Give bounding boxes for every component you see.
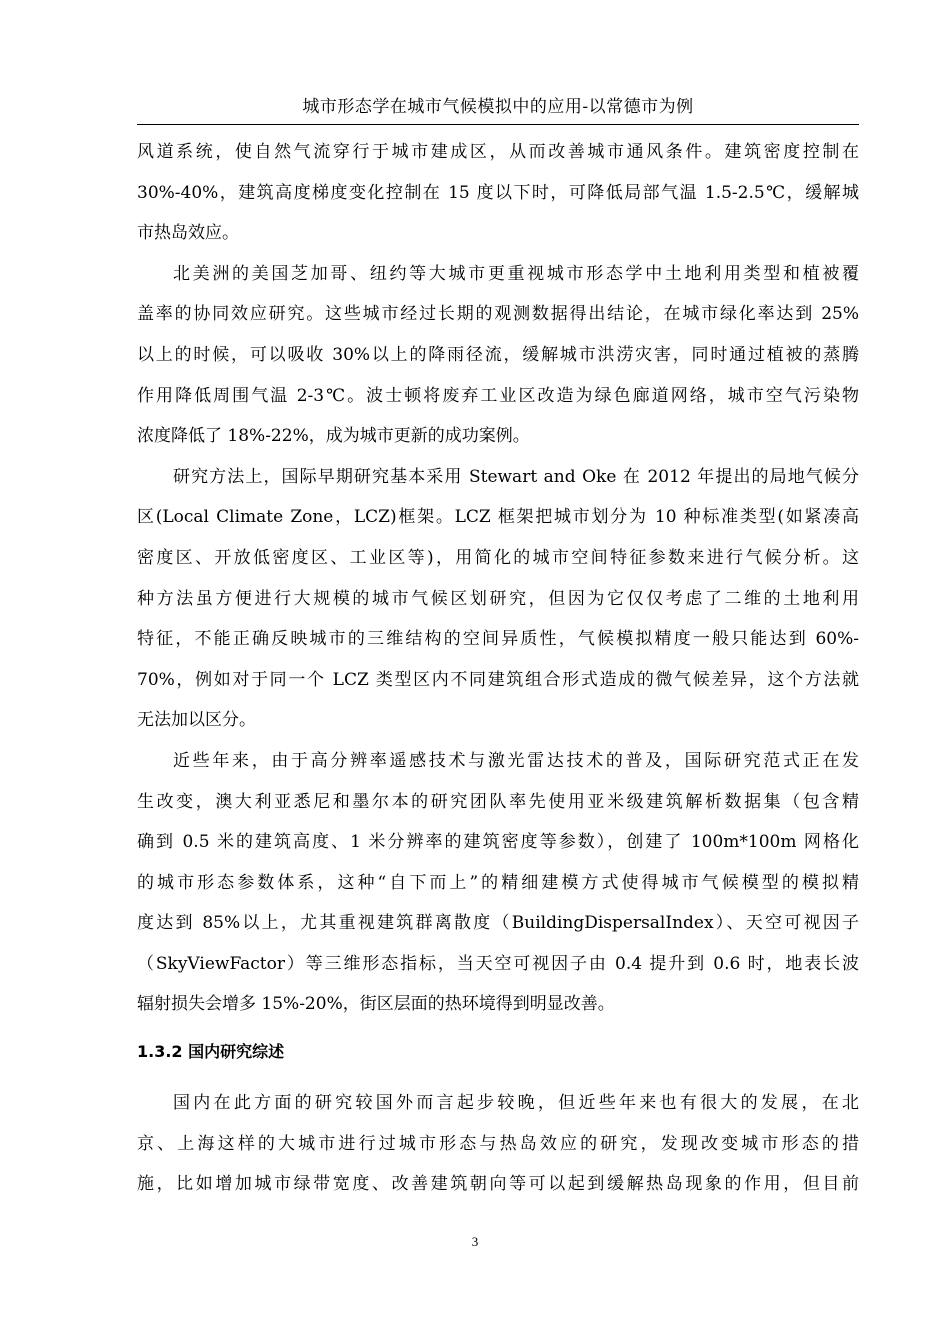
text-line: 无法加以区分。	[137, 710, 256, 731]
text-line: 市热岛效应。	[137, 223, 239, 244]
text-line: 近些年来，由于高分辨率遥感技术与激光雷达技术的普及，国际研究范式正在发	[173, 750, 859, 771]
header-divider	[137, 124, 859, 125]
text-line: 浓度降低了 18%-22%，成为城市更新的成功案例。	[137, 426, 530, 447]
text-line: 密度区、开放低密度区、工业区等)，用简化的城市空间特征参数来进行气候分析。这	[137, 547, 859, 568]
text-line: 70%，例如对于同一个 LCZ 类型区内不同建筑组合形式造成的微气候差异，这个方法就	[137, 669, 859, 690]
paragraph	[137, 254, 859, 457]
text-line: 京、上海这样的大城市进行过城市形态与热岛效应的研究，发现改变城市形态的措	[137, 1133, 859, 1154]
text-line: 度达到 85%以上，尤其重视建筑群离散度（BuildingDispersalIndex）、天空可视因子	[137, 913, 859, 934]
paragraph	[137, 741, 859, 1025]
paragraph	[137, 132, 859, 254]
text-line: 区(Local Climate Zone，LCZ)框架。LCZ 框架把城市划分为 10 种标准类型(如紧凑高	[137, 507, 859, 528]
body-text	[137, 132, 859, 1205]
text-line: 北美洲的美国芝加哥、纽约等大城市更重视城市形态学中土地利用类型和植被覆	[173, 263, 859, 284]
text-line: 作用降低周围气温 2-3℃。波士顿将废弃工业区改造为绿色廊道网络，城市空气污染物	[137, 385, 859, 406]
text-line: 盖率的协同效应研究。这些城市经过长期的观测数据得出结论，在城市绿化率达到 25%	[137, 304, 859, 325]
text-line: 特征，不能正确反映城市的三维结构的空间异质性，气候模拟精度一般只能达到 60%-	[137, 629, 859, 650]
text-line: 的城市形态参数体系，这种“自下而上”的精细建模方式使得城市气候模型的模拟精	[137, 872, 859, 893]
text-line: 种方法虽方便进行大规模的城市气候区划研究，但因为它仅仅考虑了二维的土地利用	[137, 588, 859, 609]
running-header: 城市形态学在城市气候模拟中的应用-以常德市为例	[302, 97, 694, 117]
text-line: 施，比如增加城市绿带宽度、改善建筑朝向等可以起到缓解热岛现象的作用，但目前	[137, 1174, 859, 1195]
text-line: 辐射损失会增多 15%-20%，街区层面的热环境得到明显改善。	[137, 994, 615, 1015]
text-line: 生改变，澳大利亚悉尼和墨尔本的研究团队率先使用亚米级建筑解析数据集（包含精	[137, 791, 859, 812]
text-line: 确到 0.5 米的建筑高度、1 米分辨率的建筑密度等参数），创建了 100m*100m 网格化	[137, 832, 859, 853]
text-line: 30%-40%，建筑高度梯度变化控制在 15 度以下时，可降低局部气温 1.5-2.5℃，缓解城	[137, 182, 859, 203]
text-line: 国内在此方面的研究较国外而言起步较晚，但近些年来也有很大的发展，在北	[173, 1093, 859, 1114]
text-line: 以上的时候，可以吸收 30%以上的降雨径流，缓解城市洪涝灾害，同时通过植被的蒸腾	[137, 344, 859, 365]
page-number: 3	[471, 1234, 479, 1249]
paragraph	[137, 1083, 859, 1205]
text-line: （SkyViewFactor）等三维形态指标，当天空可视因子由 0.4 提升到 0.6 时，地表长波	[137, 953, 859, 974]
paragraph	[137, 457, 859, 741]
text-line: 风道系统，使自然气流穿行于城市建成区，从而改善城市通风条件。建筑密度控制在	[137, 142, 859, 162]
section-heading: 1.3.2 国内研究综述	[137, 1042, 285, 1062]
text-line: 研究方法上，国际早期研究基本采用 Stewart and Oke 在 2012 年提出的局地气候分	[173, 466, 859, 487]
